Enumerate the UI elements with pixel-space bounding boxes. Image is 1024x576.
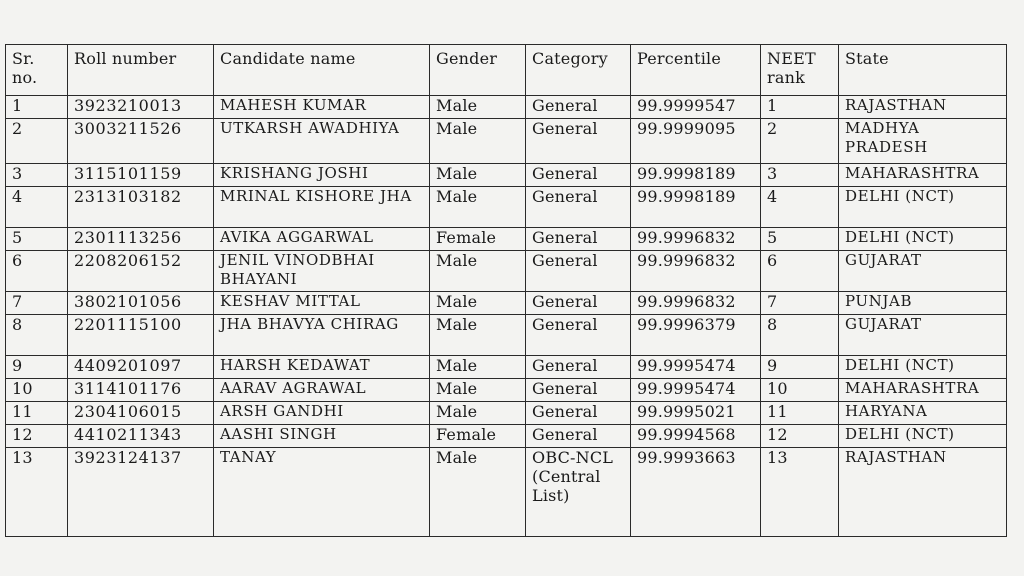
cell-gender: Male [430, 402, 526, 425]
cell-name: UTKARSH AWADHIYA [214, 119, 430, 164]
cell-state: MAHARASHTRA [839, 379, 1007, 402]
cell-rank: 8 [761, 315, 839, 356]
cell-percentile: 99.9994568 [631, 425, 761, 448]
table-row [6, 425, 1007, 448]
cell-sr: 10 [6, 379, 68, 402]
cell-state: DELHI (NCT) [839, 356, 1007, 379]
cell-state: GUJARAT [839, 315, 1007, 356]
cell-sr: 9 [6, 356, 68, 379]
cell-name: KRISHANG JOSHI [214, 164, 430, 187]
table-row [6, 164, 1007, 187]
cell-percentile: 99.9996379 [631, 315, 761, 356]
cell-name: TANAY [214, 448, 430, 537]
cell-rank: 7 [761, 292, 839, 315]
cell-roll: 3003211526 [68, 119, 214, 164]
cell-sr: 1 [6, 96, 68, 119]
table-row [6, 292, 1007, 315]
cell-category: General [526, 96, 631, 119]
cell-sr: 2 [6, 119, 68, 164]
cell-gender: Male [430, 251, 526, 292]
table-row [6, 402, 1007, 425]
cell-category: General [526, 187, 631, 228]
table-row [6, 448, 1007, 537]
header-neet-rank: NEET rank [761, 45, 839, 96]
cell-roll: 3114101176 [68, 379, 214, 402]
cell-percentile: 99.9995474 [631, 356, 761, 379]
cell-gender: Male [430, 379, 526, 402]
cell-roll: 4410211343 [68, 425, 214, 448]
cell-roll: 2313103182 [68, 187, 214, 228]
cell-category: OBC-NCL (Central List) [526, 448, 631, 537]
cell-state: RAJASTHAN [839, 448, 1007, 537]
cell-percentile: 99.9996832 [631, 251, 761, 292]
cell-percentile: 99.9995474 [631, 379, 761, 402]
cell-percentile: 99.9995021 [631, 402, 761, 425]
cell-gender: Male [430, 119, 526, 164]
cell-percentile: 99.9999547 [631, 96, 761, 119]
cell-category: General [526, 379, 631, 402]
cell-gender: Male [430, 96, 526, 119]
cell-sr: 6 [6, 251, 68, 292]
table-row [6, 187, 1007, 228]
table-body [6, 96, 1007, 537]
header-roll-number: Roll number [68, 45, 214, 96]
cell-state: DELHI (NCT) [839, 425, 1007, 448]
table-row [6, 356, 1007, 379]
header-candidate-name: Candidate name [214, 45, 430, 96]
header-percentile: Percentile [631, 45, 761, 96]
cell-rank: 9 [761, 356, 839, 379]
cell-category: General [526, 356, 631, 379]
cell-rank: 6 [761, 251, 839, 292]
cell-rank: 5 [761, 228, 839, 251]
cell-name: AASHI SINGH [214, 425, 430, 448]
cell-sr: 5 [6, 228, 68, 251]
table-row [6, 119, 1007, 164]
cell-sr: 11 [6, 402, 68, 425]
cell-roll: 3115101159 [68, 164, 214, 187]
cell-rank: 3 [761, 164, 839, 187]
cell-state: DELHI (NCT) [839, 228, 1007, 251]
cell-gender: Male [430, 315, 526, 356]
cell-roll: 2201115100 [68, 315, 214, 356]
cell-category: General [526, 315, 631, 356]
cell-name: ARSH GANDHI [214, 402, 430, 425]
cell-category: General [526, 119, 631, 164]
cell-rank: 10 [761, 379, 839, 402]
cell-name: MAHESH KUMAR [214, 96, 430, 119]
cell-roll: 3802101056 [68, 292, 214, 315]
cell-percentile: 99.9999095 [631, 119, 761, 164]
cell-rank: 2 [761, 119, 839, 164]
cell-gender: Male [430, 292, 526, 315]
header-category: Category [526, 45, 631, 96]
cell-gender: Male [430, 448, 526, 537]
cell-gender: Male [430, 187, 526, 228]
cell-gender: Male [430, 164, 526, 187]
cell-rank: 1 [761, 96, 839, 119]
cell-rank: 4 [761, 187, 839, 228]
cell-percentile: 99.9998189 [631, 164, 761, 187]
cell-sr: 3 [6, 164, 68, 187]
cell-name: KESHAV MITTAL [214, 292, 430, 315]
table-row [6, 228, 1007, 251]
cell-state: PUNJAB [839, 292, 1007, 315]
cell-category: General [526, 164, 631, 187]
cell-percentile: 99.9996832 [631, 228, 761, 251]
cell-state: HARYANA [839, 402, 1007, 425]
cell-category: General [526, 425, 631, 448]
cell-state: DELHI (NCT) [839, 187, 1007, 228]
cell-name: HARSH KEDAWAT [214, 356, 430, 379]
cell-roll: 3923124137 [68, 448, 214, 537]
cell-roll: 2304106015 [68, 402, 214, 425]
cell-sr: 8 [6, 315, 68, 356]
cell-name: MRINAL KISHORE JHA [214, 187, 430, 228]
cell-rank: 12 [761, 425, 839, 448]
table-row [6, 315, 1007, 356]
cell-rank: 11 [761, 402, 839, 425]
cell-name: JHA BHAVYA CHIRAG [214, 315, 430, 356]
table-row [6, 379, 1007, 402]
cell-sr: 7 [6, 292, 68, 315]
cell-percentile: 99.9998189 [631, 187, 761, 228]
cell-category: General [526, 402, 631, 425]
cell-percentile: 99.9996832 [631, 292, 761, 315]
cell-state: GUJARAT [839, 251, 1007, 292]
cell-sr: 4 [6, 187, 68, 228]
cell-name: JENIL VINODBHAI BHAYANI [214, 251, 430, 292]
cell-category: General [526, 228, 631, 251]
cell-roll: 4409201097 [68, 356, 214, 379]
cell-roll: 2208206152 [68, 251, 214, 292]
cell-state: MADHYA PRADESH [839, 119, 1007, 164]
cell-percentile: 99.9993663 [631, 448, 761, 537]
cell-name: AARAV AGRAWAL [214, 379, 430, 402]
header-gender: Gender [430, 45, 526, 96]
cell-category: General [526, 292, 631, 315]
cell-category: General [526, 251, 631, 292]
table-row [6, 251, 1007, 292]
cell-gender: Male [430, 356, 526, 379]
cell-rank: 13 [761, 448, 839, 537]
header-sr-no: Sr. no. [6, 45, 68, 96]
cell-sr: 12 [6, 425, 68, 448]
cell-roll: 3923210013 [68, 96, 214, 119]
cell-name: AVIKA AGGARWAL [214, 228, 430, 251]
cell-sr: 13 [6, 448, 68, 537]
cell-state: MAHARASHTRA [839, 164, 1007, 187]
results-table [5, 44, 1007, 537]
cell-gender: Female [430, 228, 526, 251]
cell-gender: Female [430, 425, 526, 448]
cell-state: RAJASTHAN [839, 96, 1007, 119]
header-state: State [839, 45, 1007, 96]
table-header-row [6, 45, 1007, 96]
cell-roll: 2301113256 [68, 228, 214, 251]
table-row [6, 96, 1007, 119]
